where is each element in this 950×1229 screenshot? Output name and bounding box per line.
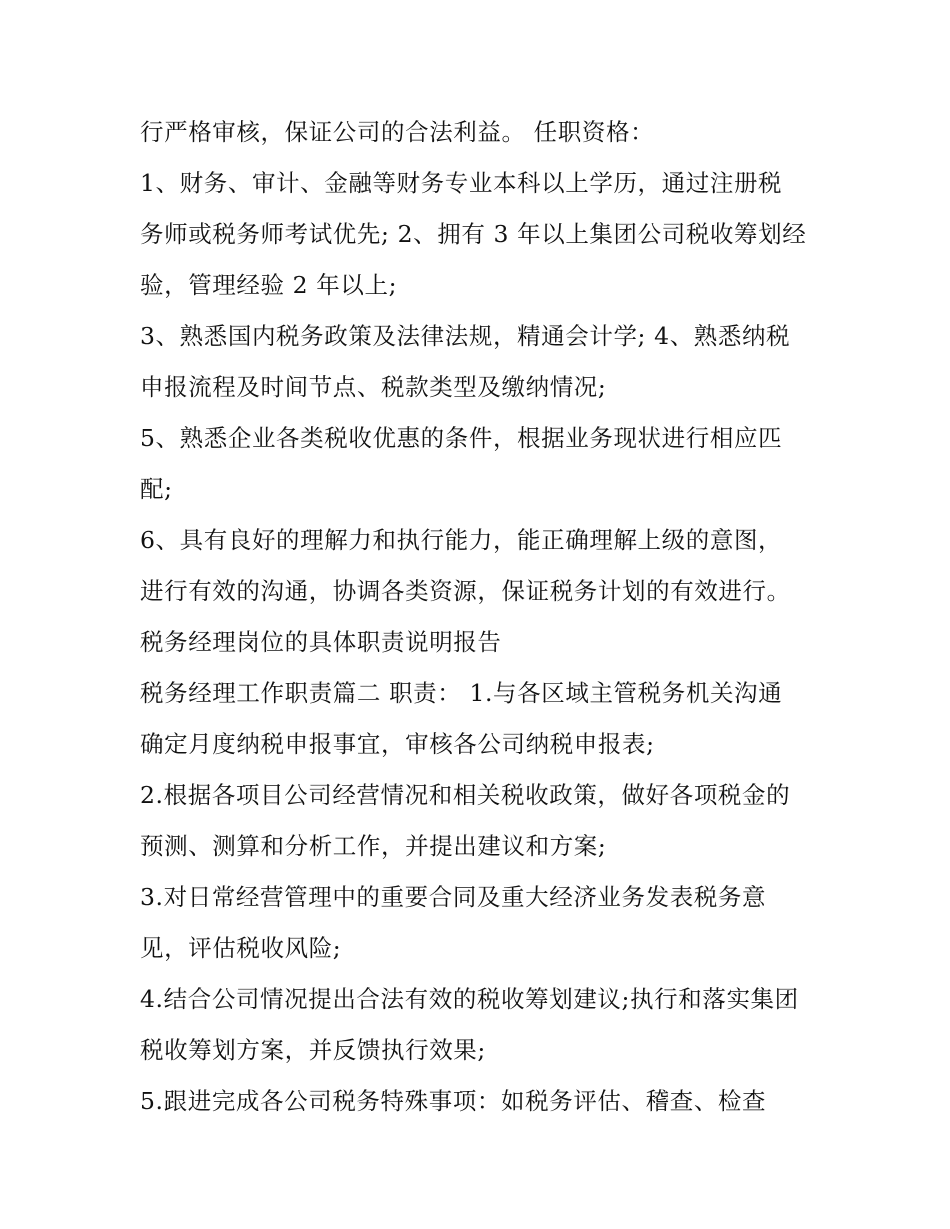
- text-line: 预测、测算和分析工作，并提出建议和方案;: [140, 832, 607, 860]
- text-line: 税务经理工作职责篇二 职责： 1.与各区域主管税务机关沟通: [140, 679, 783, 707]
- text-line: 5.跟进完成各公司税务特殊事项：如税务评估、稽查、检查: [140, 1087, 767, 1115]
- text-line: 进行有效的沟通，协调各类资源，保证税务计划的有效进行。: [140, 577, 791, 605]
- text-line: 申报流程及时间节点、税款类型及缴纳情况;: [140, 373, 607, 401]
- text-line: 行严格审核，保证公司的合法利益。 任职资格：: [140, 118, 655, 146]
- document-body: [140, 107, 830, 1127]
- text-line: 验，管理经验 2 年以上;: [140, 271, 398, 299]
- text-line: 6、具有良好的理解力和执行能力，能正确理解上级的意图，: [140, 526, 783, 554]
- text-line: 务师或税务师考试优先; 2、拥有 3 年以上集团公司税收筹划经: [140, 220, 807, 248]
- text-line: 配;: [140, 475, 173, 503]
- text-line: 确定月度纳税申报事宜，审核各公司纳税申报表;: [140, 730, 655, 758]
- text-line: 5、熟悉企业各类税收优惠的条件，根据业务现状进行相应匹: [140, 424, 783, 452]
- text-line: 4.结合公司情况提出合法有效的税收筹划建议;执行和落实集团: [140, 985, 799, 1013]
- section-heading: 税务经理岗位的具体职责说明报告: [140, 628, 502, 656]
- text-line: 2.根据各项目公司经营情况和相关税收政策，做好各项税金的: [140, 781, 791, 809]
- text-line: 见，评估税收风险;: [140, 934, 342, 962]
- text-line: 3.对日常经营管理中的重要合同及重大经济业务发表税务意: [140, 883, 767, 911]
- text-line: 1、财务、审计、金融等财务专业本科以上学历，通过注册税: [140, 169, 783, 197]
- text-line: 3、熟悉国内税务政策及法律法规，精通会计学; 4、熟悉纳税: [140, 322, 791, 350]
- text-line: 税收筹划方案，并反馈执行效果;: [140, 1036, 486, 1064]
